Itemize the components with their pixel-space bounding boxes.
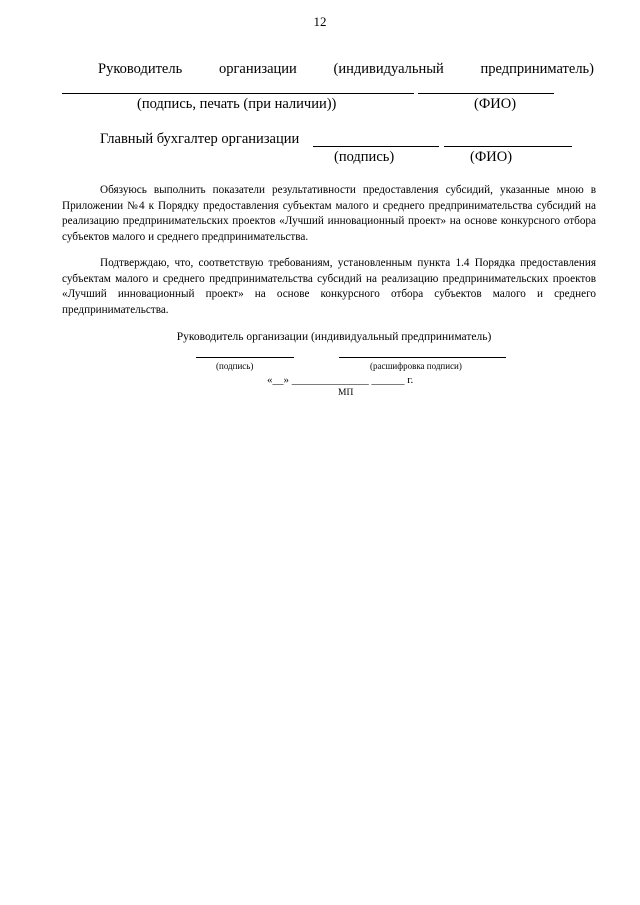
signature-decode-caption: (расшифровка подписи): [370, 361, 462, 371]
head-word-4: предприниматель): [480, 61, 594, 77]
head-word-3: (индивидуальный: [333, 61, 444, 77]
chief-accountant-signature-line: [313, 146, 439, 147]
head-signature-caption: (подпись, печать (при наличии)): [137, 96, 337, 112]
head-name-line: [418, 93, 554, 94]
page-number: 12: [313, 14, 327, 29]
head-word-1: Руководитель: [98, 61, 183, 77]
chief-accountant-signature-caption: (подпись): [334, 149, 395, 165]
stamp-label: МП: [338, 388, 354, 398]
head-title-line: [98, 61, 594, 78]
chief-accountant-name-line: [444, 146, 572, 147]
signature-line: [196, 357, 294, 358]
signature-decode-line: [339, 357, 506, 358]
chief-accountant-name-caption: (ФИО): [470, 149, 513, 165]
head-word-2: организации: [218, 61, 297, 77]
head-name-caption: (ФИО): [474, 96, 517, 112]
signature-caption: (подпись): [216, 361, 254, 371]
signature-heading: Руководитель организации (индивидуальный предприниматель): [176, 331, 492, 343]
obligation-paragraph: Обязуюсь выполнить показатели результативности предоставления субсидий, указанные мною в Приложении №4 к Порядку предоставления субъектам малого и среднего предпринимательства субсидий на реализацию предпринимательских проектов «Лучший инновационный проект» на основе конкурсного отбора субъектов малого и среднего предпринимательства.: [62, 184, 596, 243]
head-signature-line: [62, 93, 414, 94]
date-line: «__» ______________ ______ г.: [267, 374, 414, 386]
chief-accountant-label: Главный бухгалтер организации: [100, 131, 300, 147]
confirmation-paragraph: Подтверждаю, что, соответствую требованиям, установленным пункта 1.4 Порядка предоставления субъектам малого и среднего предпринимательства субсидий на реализацию предпринимательских проектов «Лучший инновационный проект» на основе конкурсного отбора субъектов малого и среднего предпринимательства.: [62, 257, 596, 316]
